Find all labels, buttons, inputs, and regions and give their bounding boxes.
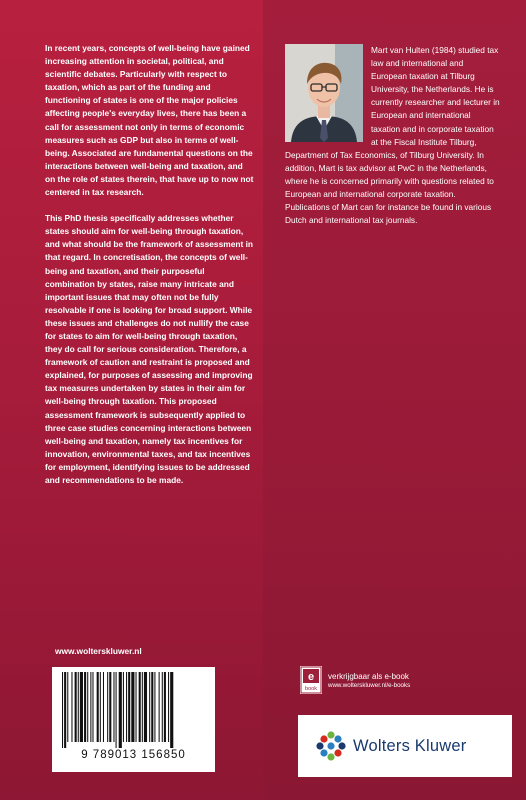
barcode-bar [151, 672, 153, 742]
barcode-bar [97, 672, 99, 742]
logo-dot [327, 731, 334, 738]
author-biography [285, 44, 501, 227]
barcode-bar [71, 672, 72, 742]
barcode-bar [100, 672, 101, 742]
barcode-bar [84, 672, 86, 742]
barcode-bar [164, 672, 166, 742]
barcode-bar [126, 672, 127, 742]
barcode-bar [131, 672, 134, 742]
barcode-bar [159, 672, 160, 742]
ebook-label: verkrijgbaar als e-book [328, 671, 409, 681]
barcode-bar [142, 672, 143, 742]
barcode-bar [92, 672, 93, 742]
publisher-logo-box [298, 715, 512, 777]
ebook-icon-caption: book [305, 686, 317, 692]
isbn-number: 9 789013 156850 [81, 749, 186, 761]
barcode-bar [154, 672, 155, 742]
logo-dot [320, 735, 327, 742]
barcode-bar [109, 672, 111, 742]
barcode-bar [139, 672, 141, 742]
logo-dot [334, 735, 341, 742]
barcode-bar [119, 672, 122, 748]
barcode-bar [168, 672, 169, 742]
photo-spacer [285, 44, 371, 142]
author-bio-text: Mart van Hulten (1984) studied tax law and international and European taxation at Tilburg University, the Netherlands. He is currently researcher and lecturer in European and international taxation and in corporate taxation at the Fiscal Institute Tilburg, Department of Tax Economics, of Tilburg University. In addition, Mart is tax advisor at PwC in the Netherlands, where he is concerned primarily with questions related to European and international corporate taxation. Publications of Mart can for instance be found in various Dutch and international tax journals. [285, 45, 500, 226]
logo-dot [327, 753, 334, 760]
publisher-name: Wolters Kluwer [353, 736, 467, 755]
ebook-availability [300, 665, 410, 695]
barcode-bar [144, 672, 147, 742]
barcode-bar [116, 672, 117, 748]
barcode-bar [128, 672, 130, 742]
wolters-kluwer-logo-icon [316, 731, 346, 761]
barcode-bar [123, 672, 124, 742]
logo-dot [338, 742, 345, 749]
barcode-graphic [58, 672, 209, 748]
logo-dot [334, 749, 341, 756]
barcode-bar [162, 672, 163, 742]
barcode-bar [170, 672, 173, 748]
barcode-bar [136, 672, 137, 742]
barcode-bar [107, 672, 108, 742]
barcode-bar [149, 672, 150, 742]
barcode-bar [64, 672, 66, 748]
logo-dot [320, 749, 327, 756]
barcode-bar [113, 672, 114, 742]
publisher-website: www.wolterskluwer.nl [55, 646, 142, 656]
ebook-text [328, 672, 410, 689]
barcode-bar [67, 672, 68, 742]
ebook-icon-letter: e [307, 671, 315, 683]
ebook-url: www.wolterskluwer.nl/e-books [328, 681, 411, 689]
isbn-barcode [52, 667, 215, 772]
barcode-bar [80, 672, 83, 742]
barcode-bar [103, 672, 104, 742]
barcode-bar [90, 672, 91, 742]
description-paragraph-1: In recent years, concepts of well-being have gained increasing attention in societal, political, and scientific debates. Particularly with respect to taxation, which as part of the funding and functioning of states is one of the major policies affecting people's everyday lives, there has been a call for assessment not only in terms of economic measures such as GDP but also in terms of well-being. Associated are fundamental questions on the interactions between well-being and taxation, and on the role of states therein, that have up to now not centered in tax research. [45, 43, 254, 198]
barcode-bar [75, 672, 77, 742]
book-description [45, 42, 255, 500]
barcode-bar [62, 672, 63, 748]
description-paragraph-2: This PhD thesis specifically addresses whether states should aim for well-being through taxation, and what should be the framework of assessment in that regard. In concretisation, the concepts of well-being and taxation, and their purposeful combination by states, raise many intricate and important issues that may often not be fully resolvable if one is looking for broad support. While these issues and challenges do not nullify the case for states to aim for well-being through taxation, they do call for serious consideration. Therefore, a framework of caution and restraint is proposed and explained, for purposes of assessing and improving tax measures undertaken by states in their aim for well-being through taxation. This proposed assessment framework is subsequently applied to three case studies concerning interactions between well-being and taxation, namely tax incentives for innovation, environmental taxes, and tax incentives for employment, identifying issues to be addressed and recommendations to be made. [45, 213, 254, 485]
barcode-bar [87, 672, 88, 742]
logo-dot [327, 742, 334, 749]
ebook-icon [300, 666, 322, 694]
logo-dot [316, 742, 323, 749]
barcode-bar [78, 672, 79, 742]
ebook-icon-graphic [300, 666, 322, 694]
